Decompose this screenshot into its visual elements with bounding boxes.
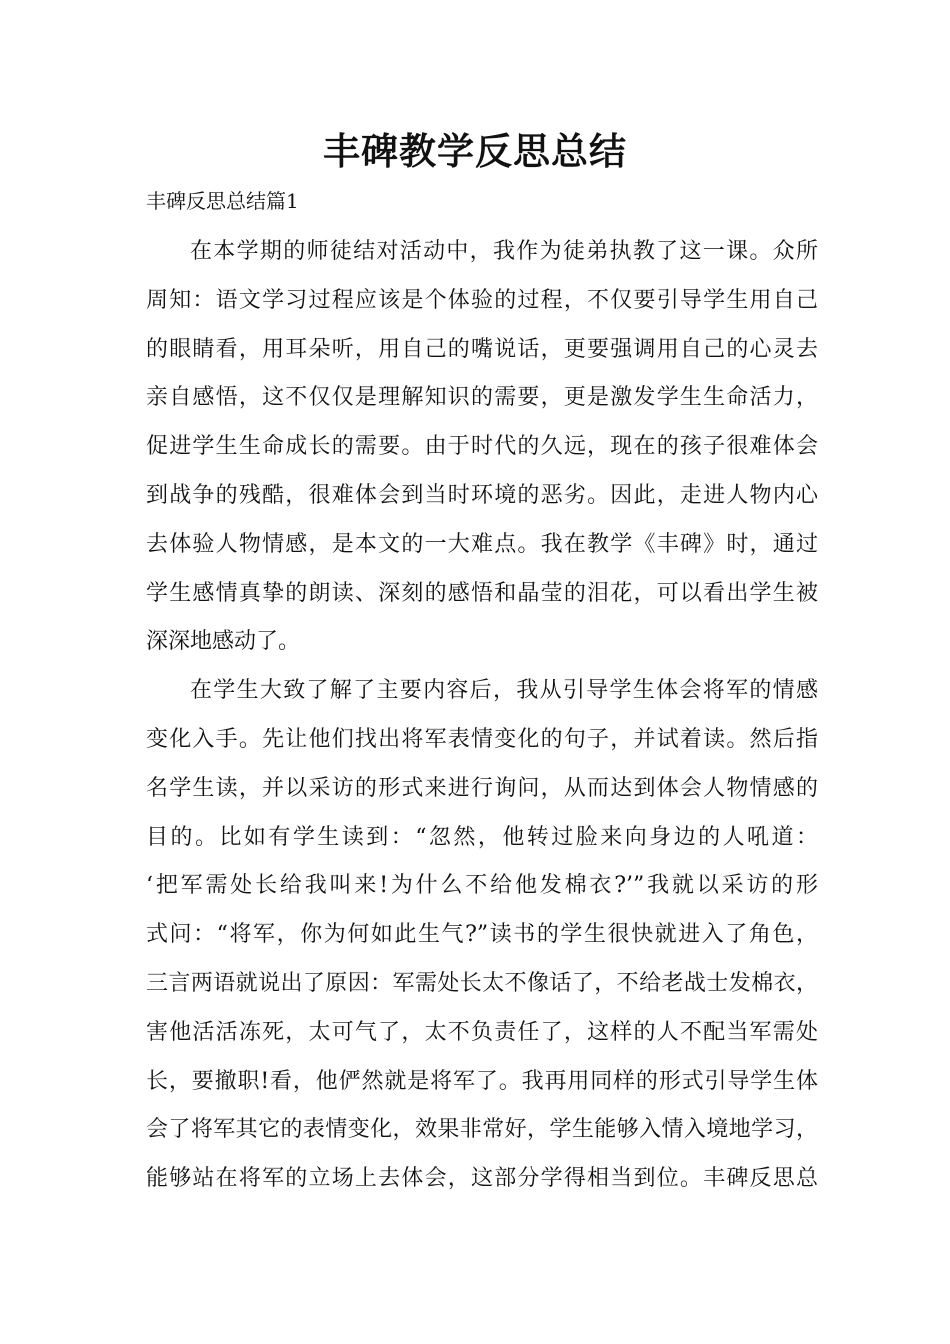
text-line: 深深地感动了。 [146, 629, 301, 655]
text-line: 的眼睛看，用耳朵听，用自己的嘴说话，更要强调用自己的心灵去 [146, 336, 818, 362]
text-line: ‘把军需处长给我叫来!为什么不给他发棉衣?’”我就以采访的形 [146, 873, 818, 899]
text-line: 变化入手。先让他们找出将军表情变化的句子，并试着读。然后指 [146, 726, 818, 752]
text-line: 在学生大致了解了主要内容后，我从引导学生体会将军的情感 [190, 678, 818, 704]
text-line: 名学生读，并以采访的形式来进行询问，从而达到体会人物情感的 [146, 775, 818, 801]
text-line: 长，要撤职!看，他俨然就是将军了。我再用同样的形式引导学生体 [146, 1068, 818, 1094]
text-line: 害他活活冻死，太可气了，太不负责任了，这样的人不配当军需处 [146, 1019, 818, 1045]
text-line: 亲自感悟，这不仅仅是理解知识的需要，更是激发学生生命活力， [146, 385, 818, 411]
section-heading: 丰碑反思总结篇1 [146, 189, 299, 213]
text-line: 式问：“将军，你为何如此生气?”读书的学生很快就进入了角色， [146, 922, 818, 948]
document-body [146, 232, 818, 1208]
text-line: 会了将军其它的表情变化，效果非常好，学生能够入情入境地学习， [146, 1117, 818, 1143]
text-line: 去体验人物情感，是本文的一大难点。我在教学《丰碑》时，通过 [146, 531, 818, 557]
text-line: 三言两语就说出了原因：军需处长太不像话了，不给老战士发棉衣， [146, 970, 818, 996]
document-title: 丰碑教学反思总结 [323, 130, 627, 173]
text-line: 促进学生生命成长的需要。由于时代的久远，现在的孩子很难体会 [146, 434, 818, 460]
text-line: 学生感情真挚的朗读、深刻的感悟和晶莹的泪花，可以看出学生被 [146, 580, 818, 606]
text-line: 目的。比如有学生读到：“忽然，他转过脸来向身边的人吼道： [146, 824, 818, 850]
text-line: 在本学期的师徒结对活动中，我作为徒弟执教了这一课。众所 [190, 239, 818, 264]
text-line: 能够站在将军的立场上去体会，这部分学得相当到位。丰碑反思总 [146, 1166, 818, 1192]
text-line: 到战争的残酷，很难体会到当时环境的恶劣。因此，走进人物内心 [146, 482, 818, 508]
text-line: 周知：语文学习过程应该是个体验的过程，不仅要引导学生用自己 [146, 287, 818, 313]
